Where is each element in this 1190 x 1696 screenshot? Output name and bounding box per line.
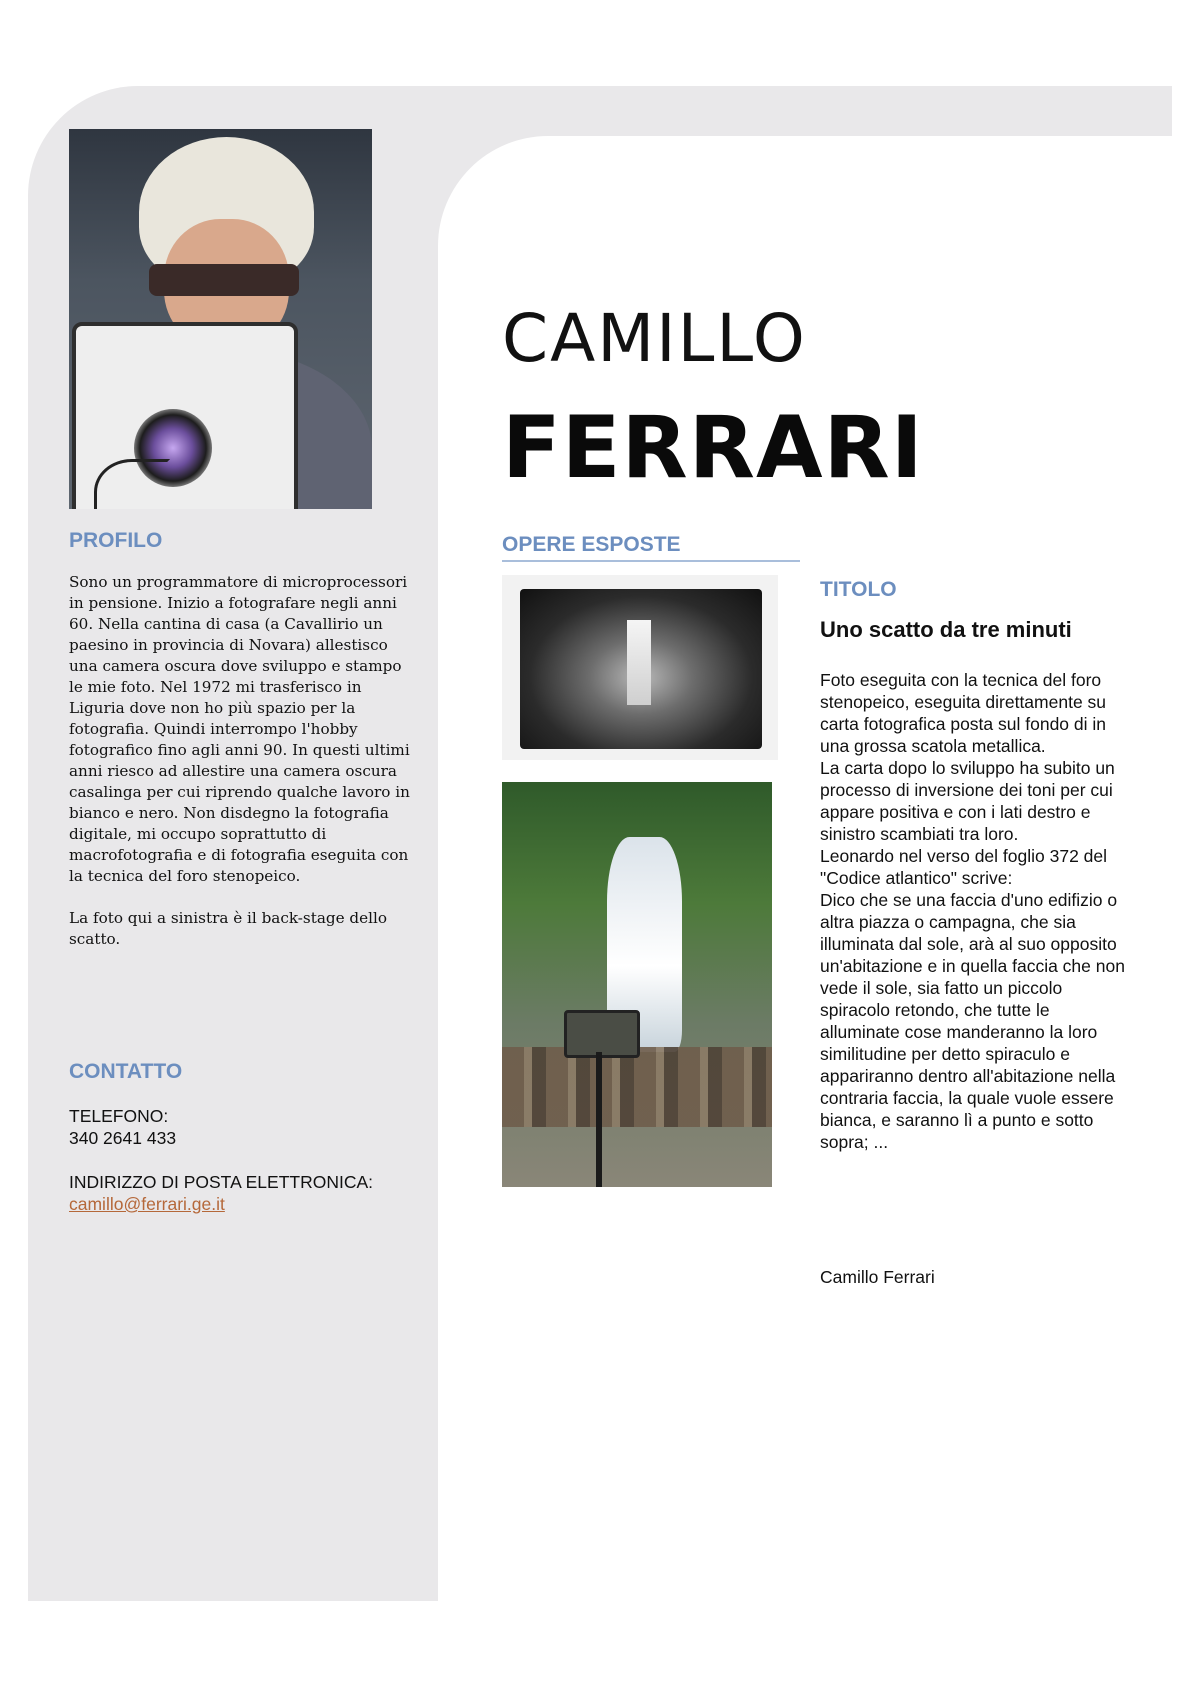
first-name: CAMILLO [502, 300, 807, 377]
work-signature: Camillo Ferrari [820, 1267, 935, 1287]
email-label: INDIRIZZO DI POSTA ELETTRONICA: [69, 1172, 374, 1192]
phone-label: TELEFONO: [69, 1106, 169, 1126]
profile-paragraph-note: La foto qui a sinistra è il back-stage dello scatto. [69, 909, 387, 948]
works-divider [502, 560, 800, 562]
profile-text [69, 572, 414, 971]
profile-heading: PROFILO [69, 529, 163, 552]
sidebar-panel-bottom [28, 1500, 438, 1601]
email-link[interactable]: camillo@ferrari.ge.it [69, 1194, 225, 1214]
last-name: FERRARI [502, 398, 924, 498]
work-title: Uno scatto da tre minuti [820, 617, 1072, 642]
backstage-waterfall-photo [502, 782, 772, 1187]
work-description: Foto eseguita con la tecnica del foro stenopeico, eseguita direttamente su carta fotografica posta sul fondo di in una grossa scatola metallica. La carta dopo lo sviluppo ha subito un processo di inversione dei toni per cui appare positiva e con i lati destro e sinistro scambiati tra loro. Leonardo nel verso del foglio 372 del "Codice atlantico" scrive: Dico che se una faccia d'uno edifizio o altra piazza o campagna, che sia illuminata dal sole, arà al suo opposito un'abitazione e in quella faccia che non vede il sole, sia fatto un piccolo spiracolo retondo, che tutte le alluminate cose manderanno la loro similitudine per detto spiraculo e appariranno dentro all'abitazione nella contraria faccia, la quale vuole essere bianca, e saranno lì a punto e sotto sopra; ... [820, 670, 1125, 1152]
profile-paragraph: Sono un programmatore di microprocessori in pensione. Inizio a fotografare negli anni 60. Nella cantina di casa (a Cavallirio un paesino in provincia di Novara) allestisco una camera oscura dove sviluppo e stampo le mie foto. Nel 1972 mi trasferisco in Liguria dove non ho più spazio per la fotografia. Quindi interrompo l'hobby fotografico fino agli anni 90. In questi ultimi anni riesco ad allestire una camera oscura casalinga per cui riprendo qualche lavoro in bianco e nero. Non disdegno la fotografia digitale, mi occupo soprattutto di macrofotografia e di fotografia eseguita con la tecnica del foro stenopeico. [69, 573, 410, 885]
work-title-label: TITOLO [820, 578, 897, 601]
works-heading: OPERE ESPOSTE [502, 533, 681, 556]
contact-block [69, 1105, 414, 1215]
phone-number: 340 2641 433 [69, 1128, 177, 1148]
pinhole-print-photo [502, 575, 778, 760]
contact-heading: CONTATTO [69, 1060, 183, 1083]
profile-photo [69, 129, 372, 509]
